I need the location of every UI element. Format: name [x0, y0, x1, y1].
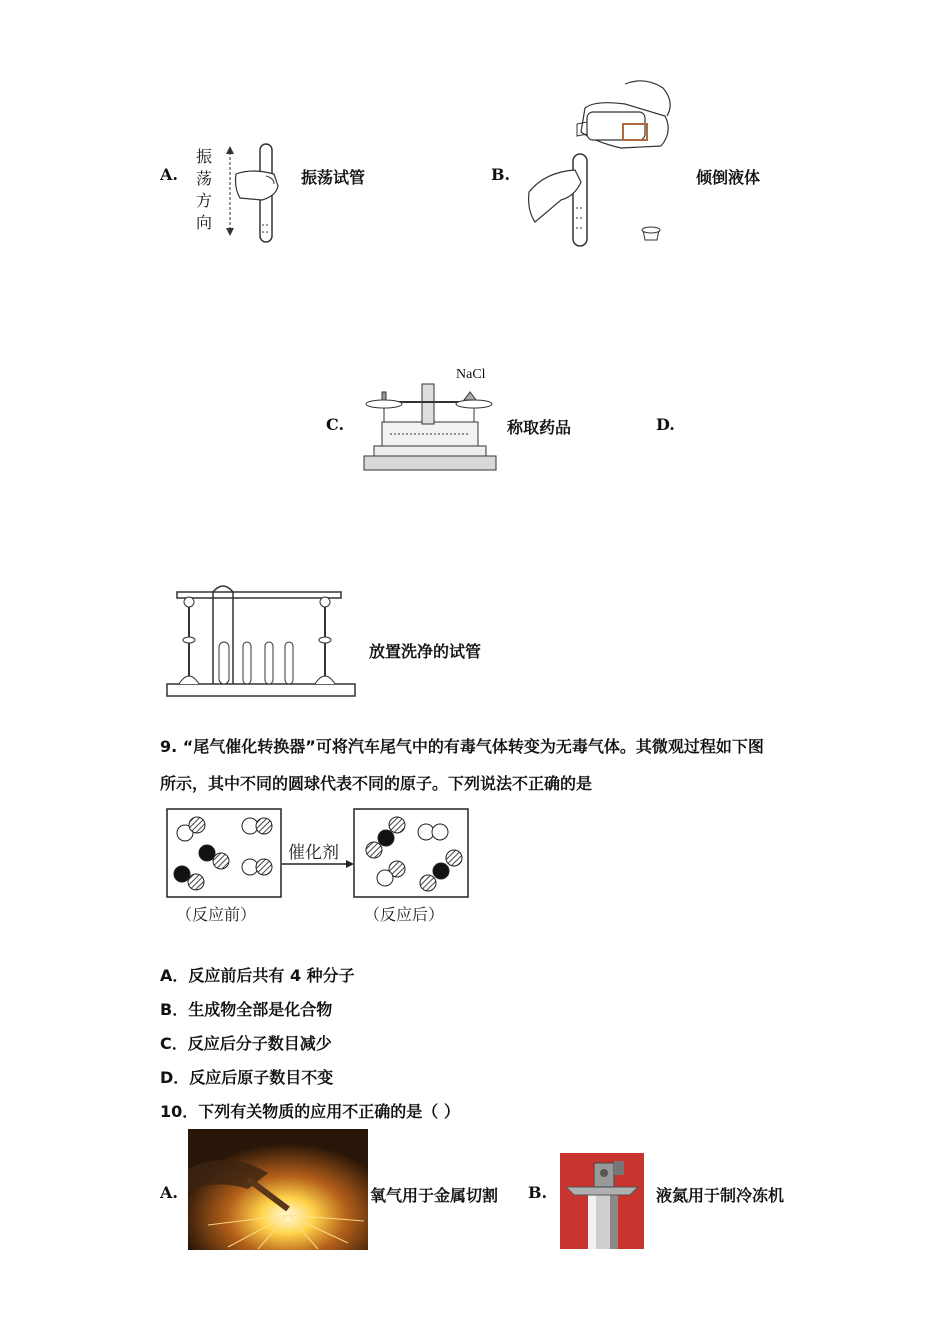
q10-option-b-letter: B.	[528, 1183, 548, 1202]
catalyst-label: 催化剂	[288, 843, 339, 863]
q10-option-b-text: 液氮用于制冷冻机	[656, 1186, 785, 1205]
shake-test-tube-illustration	[222, 140, 284, 250]
q9-stem-line2: 所示，其中不同的圆球代表不同的原子。下列说法不正确的是	[160, 774, 593, 793]
arrow-label	[196, 146, 216, 234]
metal-cutting-photo	[188, 1129, 368, 1250]
arrow-label-char: 荡	[196, 169, 213, 188]
q9-stem-line1: 9. “尾气催化转换器”可将汽车尾气中的有毒气体转变为无毒气体。其微观过程如下图	[160, 737, 764, 756]
q8-option-b-text: 倾倒液体	[696, 168, 761, 187]
arrow-label-char: 方	[196, 191, 213, 210]
q8-option-a-text: 振荡试管	[301, 168, 366, 187]
test-tube-rack-illustration	[165, 578, 360, 700]
q8-option-a-letter: A.	[160, 165, 178, 184]
arrow-label-char: 振	[196, 147, 213, 166]
q8-option-d-letter: D.	[656, 415, 675, 434]
reagent-label: NaCl	[456, 367, 486, 382]
q9-option-d: D．反应后原子数目不变	[160, 1068, 334, 1087]
q9-option-c: C．反应后分子数目减少	[160, 1034, 332, 1053]
q8-option-c-letter: C.	[326, 415, 345, 434]
before-label: （反应前）	[176, 905, 257, 924]
pour-liquid-illustration	[525, 72, 675, 252]
q10-option-a-text: 氧气用于金属切割	[370, 1186, 499, 1205]
after-label: （反应后）	[364, 905, 445, 924]
q8-option-c-text: 称取药品	[507, 418, 572, 437]
q10-option-a-letter: A.	[160, 1183, 178, 1202]
balance-illustration	[360, 380, 500, 474]
q9-option-a: A．反应前后共有 4 种分子	[160, 966, 355, 985]
liquid-nitrogen-device-photo	[560, 1153, 644, 1249]
q8-option-d-text: 放置洗净的试管	[369, 642, 482, 661]
q10-stem: 10．下列有关物质的应用不正确的是（ ）	[160, 1102, 460, 1121]
reaction-diagram	[160, 800, 480, 930]
q8-option-b-letter: B.	[491, 165, 511, 184]
q9-option-b: B．生成物全部是化合物	[160, 1000, 333, 1019]
arrow-label-char: 向	[196, 213, 213, 232]
